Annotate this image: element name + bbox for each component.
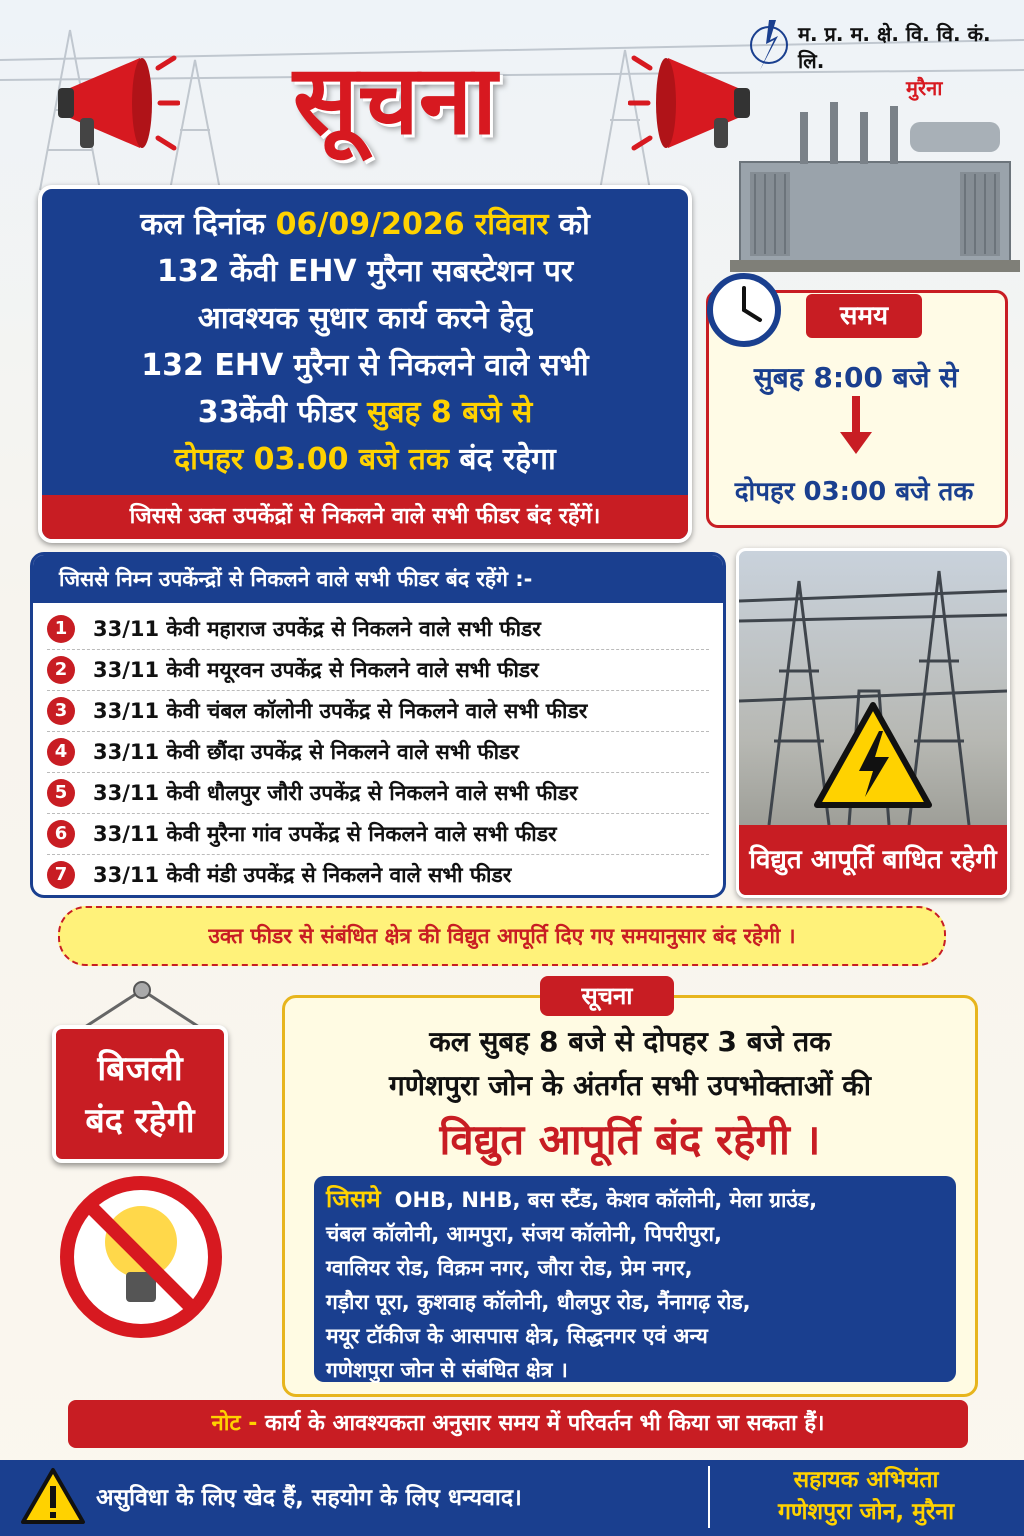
notice-line-1: कल दिनांक 06/09/2026 रविवार को xyxy=(140,207,590,242)
notice-footer: जिससे उक्त उपकेंद्रों से निकलने वाले सभी फीडर बंद रहेंगें। xyxy=(42,495,688,539)
org-emblem-icon xyxy=(746,18,792,72)
zone-notice-label: सूचना xyxy=(540,976,674,1016)
notice-line-2: 132 केंवी EHV मुरैना सबस्टेशन पर xyxy=(156,254,574,289)
notice-line-3: आवश्यक सुधार कार्य करने हेतु xyxy=(197,301,533,336)
notice-date: 06/09/2026 xyxy=(275,207,465,242)
list-item: 6 33/11 केवी मुरैना गांव उपकेंद्र से निकलने वाले सभी फीडर xyxy=(47,814,709,855)
list-item: 1 33/11 केवी महाराज उपकेंद्र से निकलने वाले सभी फीडर xyxy=(47,609,709,650)
item-number: 4 xyxy=(47,738,75,766)
areas-lead: जिसमे xyxy=(326,1185,381,1213)
note-text: कार्य के आवश्यकता अनुसार समय में परिवर्तन भी किया जा सकता हैं। xyxy=(265,1411,825,1436)
warning-sign-icon xyxy=(813,701,933,811)
item-number: 7 xyxy=(47,861,75,889)
photo-caption: विद्युत आपूर्ति बाधित रहेगी xyxy=(739,825,1007,895)
notice-line-6: दोपहर 03.00 बजे तक बंद रहेगा xyxy=(174,442,556,477)
note-bar xyxy=(68,1400,968,1448)
no-bulb-icon xyxy=(56,1172,226,1342)
zone-notice-line-1: कल सुबह 8 बजे से दोपहर 3 बजे तक xyxy=(429,1025,831,1058)
note-label: नोट - xyxy=(211,1411,258,1436)
clock-icon xyxy=(706,272,782,348)
affected-areas: जिसमे OHB, NHB, बस स्टैंड, केशव कॉलोनी, मेला ग्राउंड, चंबल कॉलोनी, आमपुरा, संजय कॉलोनी, पिपरीपुरा, ग्वालियर रोड, विक्रम नगर, जौरा रोड, प्रेम नगर, गड़ौरा पूरा, कुशवाह कॉलोनी, धौलपुर रोड, नैंनागढ़ रोड, मयूर टॉकीज के आसपास क्षेत्र, सिद्धनगर एवं अन्य गणेशपुरा जोन से संबंधित क्षेत्र । xyxy=(314,1176,956,1382)
signatory-place: गणेशपुरा जोन, मुरैना xyxy=(777,1499,955,1525)
supply-notice-strip: उक्त फीडर से संबंधित क्षेत्र की विद्युत आपूर्ति दिए गए समयानुसार बंद रहेगी । xyxy=(58,906,946,966)
power-off-sign: बिजली बंद रहेगी xyxy=(52,1025,228,1163)
nail-icon xyxy=(132,980,152,1000)
notice-day: रविवार xyxy=(475,207,549,242)
notice-line-4: 132 EHV मुरैना से निकलने वाले सभी xyxy=(141,348,589,383)
footer-divider xyxy=(708,1466,710,1528)
substation-photo xyxy=(736,548,1010,898)
arrow-down-icon xyxy=(838,396,874,456)
list-item: 3 33/11 केवी चंबल कॉलोनी उपकेंद्र से निकलने वाले सभी फीडर xyxy=(47,691,709,732)
org-city: मुरैना xyxy=(906,76,943,100)
item-number: 6 xyxy=(47,820,75,848)
main-notice xyxy=(38,185,692,543)
time-from: सुबह 8:00 बजे से xyxy=(753,361,959,394)
list-item: 2 33/11 केवी मयूरवन उपकेंद्र से निकलने वाले सभी फीडर xyxy=(47,650,709,691)
time-to: दोपहर 03:00 बजे तक xyxy=(734,477,974,507)
megaphone-icon xyxy=(50,48,180,158)
zone-notice-headline: विद्युत आपूर्ति बंद रहेगी । xyxy=(439,1115,821,1164)
org-logo xyxy=(750,20,1010,101)
item-number: 1 xyxy=(47,615,75,643)
list-item: 5 33/11 केवी धौलपुर जौरी उपकेंद्र से निकलने वाले सभी फीडर xyxy=(47,773,709,814)
feeder-list-heading: जिससे निम्न उपकेंन्द्रों से निकलने वाले सभी फीडर बंद रहेंगे :- xyxy=(33,555,723,603)
page-title: सूचना xyxy=(293,44,497,156)
footer-message: असुविधा के लिए खेद हैं, सहयोग के लिए धन्यवाद। xyxy=(96,1485,522,1511)
transformer-image xyxy=(730,92,1020,272)
notice-line-5: 33केंवी फीडर सुबह 8 बजे से xyxy=(197,395,533,430)
item-number: 2 xyxy=(47,656,75,684)
item-number: 3 xyxy=(47,697,75,725)
time-label: समय xyxy=(806,294,922,338)
signatory-title: सहायक अभियंता xyxy=(793,1467,939,1493)
feeder-list xyxy=(30,552,726,898)
zone-notice-line-2: गणेशपुरा जोन के अंतर्गत सभी उपभोक्ताओं की xyxy=(389,1069,871,1102)
warning-icon xyxy=(20,1466,86,1526)
item-number: 5 xyxy=(47,779,75,807)
list-item: 4 33/11 केवी छौंदा उपकेंद्र से निकलने वाले सभी फीडर xyxy=(47,732,709,773)
list-item: 7 33/11 केवी मंडी उपकेंद्र से निकलने वाले सभी फीडर xyxy=(47,855,709,895)
org-name: म. प्र. म. क्षे. वि. वि. कं. लि. xyxy=(798,22,991,73)
